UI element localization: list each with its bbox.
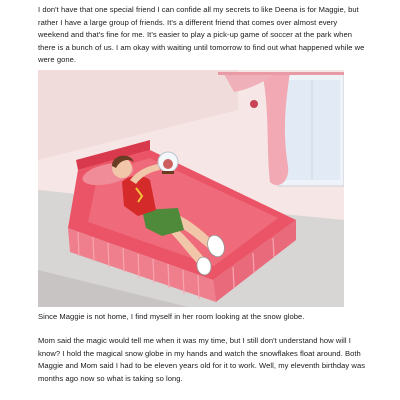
illustration-caption: Since Maggie is not home, I find myself in her room looking at the snow globe. — [38, 312, 305, 321]
snow-globe-base — [162, 171, 174, 174]
curtain-tieback — [250, 100, 258, 108]
story-paragraph-3: Mom said the magic would tell me when it was my time, but I still don't understand how will I know? I hold the magical snow globe in my hands and watch the snowflakes float around. Both Maggie and Mom said I had to be eleven years old for it to work. Well, my eleventh birthday was months ago now so what is taking so long. — [38, 336, 366, 383]
curtain-rod — [218, 72, 344, 75]
story-illustration — [38, 70, 344, 307]
bedroom-scene — [38, 70, 344, 307]
story-paragraph-1: I don't have that one special friend I can confide all my secrets to like Deena is for Maggie, but rather I have a large group of friends. It's a different friend that comes over almost every weekend and that's fine for me. It's easier to play a pick-up game of soccer at the park when there is a bunch of us. I am okay with waiting until tomorrow to find out what happened while we were gone. — [38, 5, 365, 65]
